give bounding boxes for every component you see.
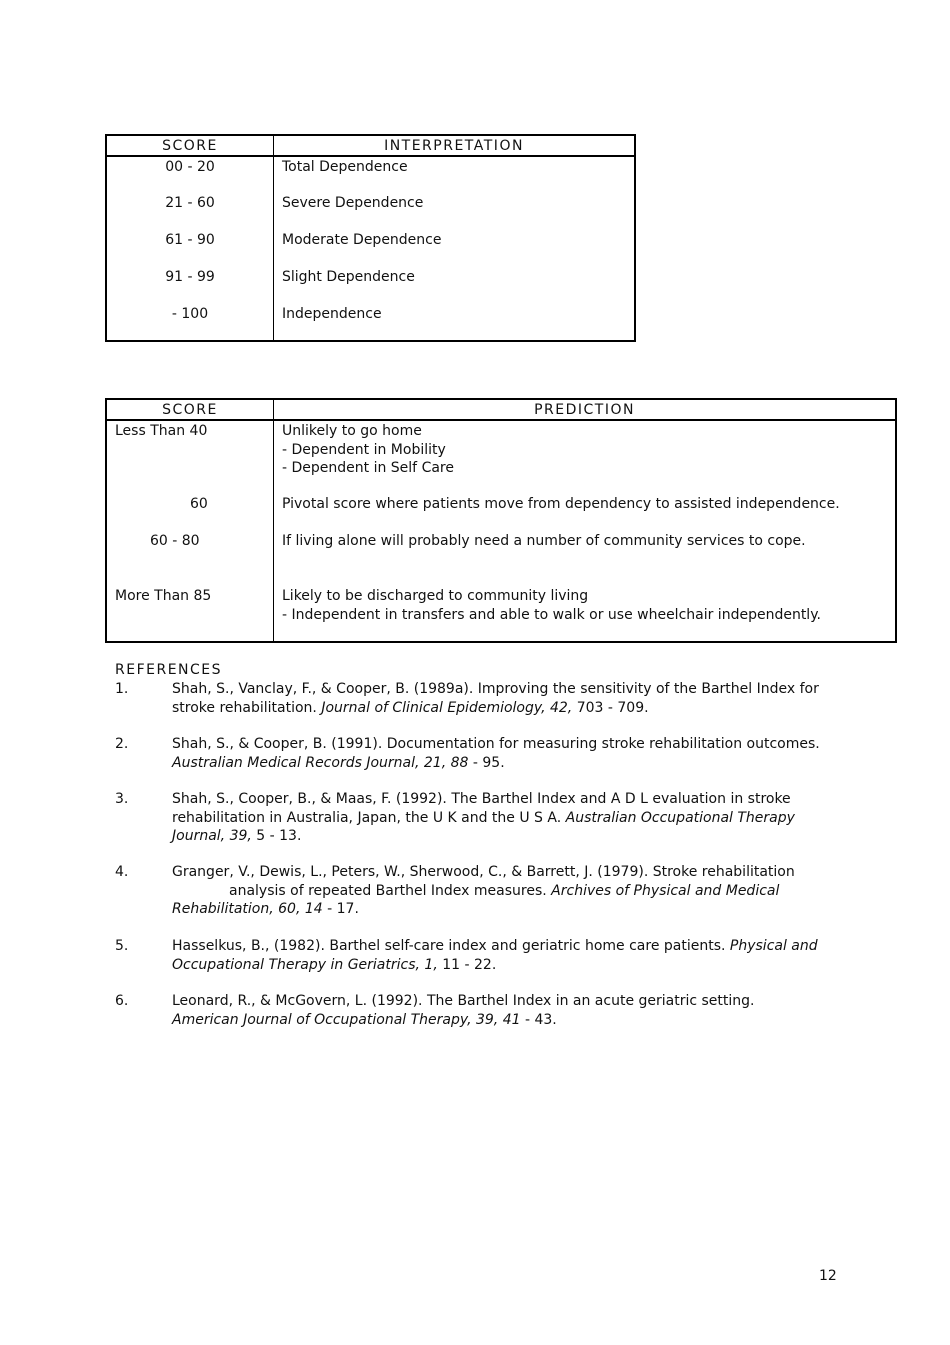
score-cell: 60 — [190, 496, 208, 512]
interpretation-cell: Severe Dependence — [282, 195, 424, 211]
score-cell: 21 - 60 — [165, 195, 215, 211]
reference-pages: - 43. — [520, 1011, 557, 1028]
reference-journal: Australian Occupational Therapy Journal, 39, — [172, 809, 795, 844]
reference-pages: 703 - 709. — [572, 699, 649, 716]
score-cell: More Than 85 — [115, 588, 212, 604]
reference-number: 4. — [115, 864, 129, 880]
interpretation-table — [105, 134, 636, 342]
header-divider — [107, 419, 895, 421]
reference-authors: Hasselkus, B., (1982). Barthel self-care index and geriatric home care patients. — [172, 938, 730, 954]
reference-journal: Australian Medical Records Journal, 21, 88 — [172, 754, 469, 771]
score-header: SCORE — [162, 138, 218, 154]
reference-journal: Journal of Clinical Epidemiology, 42, — [321, 699, 573, 716]
reference-number: 2. — [115, 736, 129, 752]
reference-number: 6. — [115, 993, 129, 1009]
reference-text — [172, 863, 842, 919]
prediction-header: PREDICTION — [534, 402, 635, 418]
reference-text — [172, 937, 842, 974]
prediction-line: Unlikely to go home — [282, 423, 422, 439]
prediction-line: Likely to be discharged to community living — [282, 588, 589, 604]
interpretation-cell: Total Dependence — [282, 159, 408, 175]
reference-text — [172, 790, 842, 846]
header-divider — [107, 155, 634, 157]
reference-text — [172, 680, 842, 717]
reference-number: 5. — [115, 938, 129, 954]
reference-journal: Physical and Occupational Therapy in Geriatrics, 1, — [172, 938, 818, 973]
score-cell: - 100 — [171, 306, 209, 322]
interpretation-cell: Independence — [282, 306, 382, 322]
reference-pages: - 17. — [322, 901, 359, 917]
prediction-table — [105, 398, 897, 643]
score-cell: Less Than 40 — [115, 423, 208, 439]
reference-journal: American Journal of Occupational Therapy, 39, 41 — [172, 1011, 521, 1028]
reference-authors: Leonard, R., & McGovern, L. (1992). The Barthel Index in an acute geriatric setting. — [172, 993, 755, 1009]
prediction-line: If living alone will probably need a number of community services to cope. — [282, 533, 806, 549]
interpretation-cell: Moderate Dependence — [282, 232, 442, 248]
interpretation-cell: Slight Dependence — [282, 269, 415, 285]
reference-journal: Archives of Physical and Medical Rehabilitation, 60, 14 — [172, 882, 780, 917]
prediction-line: Pivotal score where patients move from dependency to assisted independence. — [282, 496, 840, 512]
prediction-line: - Dependent in Mobility — [282, 441, 446, 458]
interpretation-header: INTERPRETATION — [384, 138, 524, 154]
reference-number: 3. — [115, 791, 129, 807]
score-cell: 91 - 99 — [165, 269, 215, 285]
score-cell: 00 - 20 — [165, 159, 215, 175]
reference-pages: 11 - 22. — [437, 956, 497, 973]
column-divider — [273, 400, 274, 641]
references-heading: REFERENCES — [115, 662, 223, 678]
reference-text — [172, 992, 842, 1029]
score-header: SCORE — [162, 402, 218, 418]
reference-title: analysis of repeated Barthel Index measures. — [229, 882, 552, 899]
reference-authors: Shah, S., & Cooper, B. (1991). Documentation for measuring stroke rehabilitation outcomes. — [172, 736, 820, 752]
reference-text — [172, 735, 842, 772]
reference-number: 1. — [115, 681, 129, 697]
reference-pages: 5 - 13. — [251, 828, 302, 844]
prediction-line: - Dependent in Self Care — [282, 460, 454, 476]
reference-authors: Shah, S., Vanclay, F., & Cooper, B. (1989a). Improving the sensitivity of the Barthel Index for stroke rehabilitation. — [172, 681, 819, 716]
reference-pages: - 95. — [468, 754, 505, 771]
prediction-line: - Independent in transfers and able to walk or use wheelchair independently. — [282, 606, 821, 623]
column-divider — [273, 136, 274, 340]
score-cell: 60 - 80 — [150, 533, 200, 549]
reference-authors: Granger, V., Dewis, L., Peters, W., Sherwood, C., & Barrett, J. (1979). Stroke rehabilitation — [172, 864, 795, 880]
reference-authors: Shah, S., Cooper, B., & Maas, F. (1992). The Barthel Index and A D L evaluation in stroke rehabilitation in Australia, Japan, the U K and the U S A. — [172, 791, 791, 826]
score-cell: 61 - 90 — [165, 232, 215, 248]
page-number: 12 — [819, 1268, 837, 1284]
